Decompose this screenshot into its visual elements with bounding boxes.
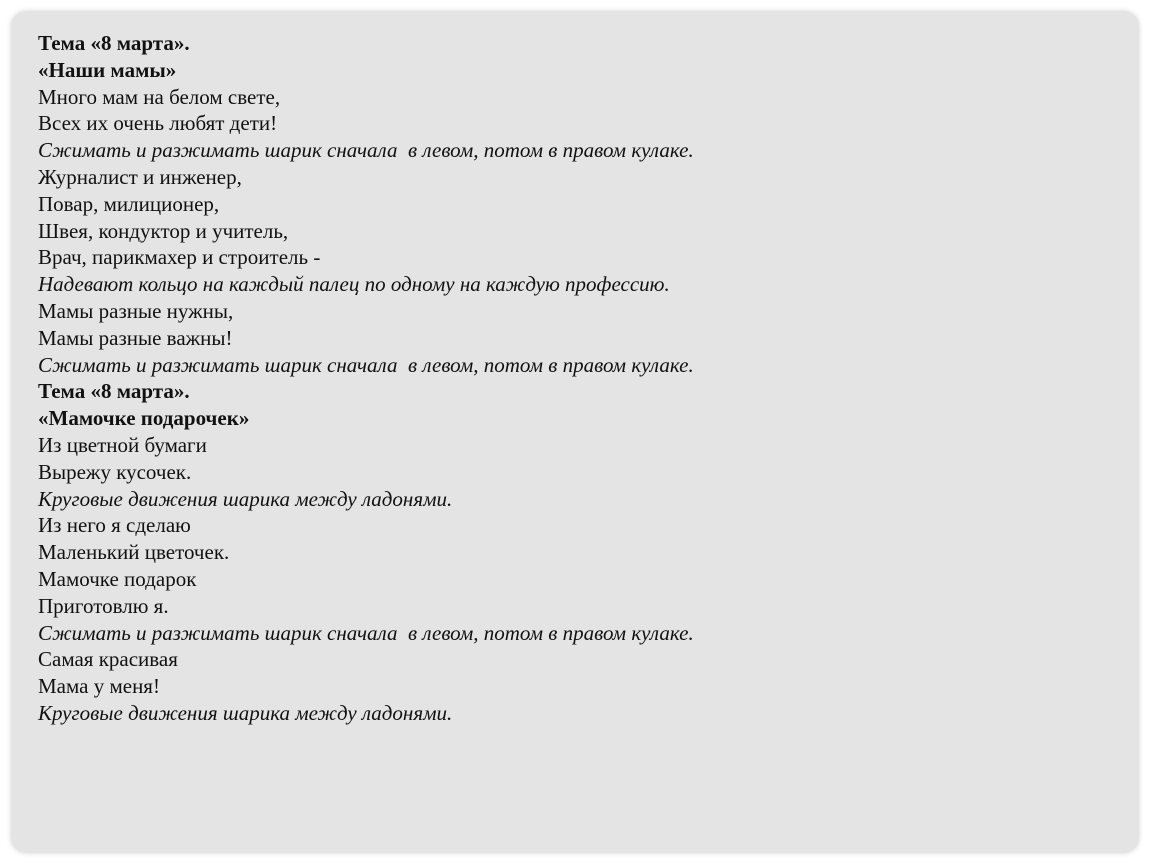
instruction-line: Надевают кольцо на каждый палец по одному на каждую профессию.	[38, 272, 670, 297]
verse-line: Вырежу кусочек.	[38, 459, 192, 484]
verse-line: Самая красивая	[38, 647, 178, 672]
verse-line: Мамы разные нужны,	[38, 298, 234, 323]
section1-title: «Наши мамы»	[38, 57, 177, 82]
verse-line: Мамы разные важны!	[38, 325, 233, 350]
instruction-line: Сжимать и разжимать шарик сначала в левом, потом в правом кулаке.	[38, 138, 694, 163]
instruction-line: Сжимать и разжимать шарик сначала в левом, потом в правом кулаке.	[38, 352, 694, 377]
verse-line: Повар, милиционер,	[38, 191, 220, 216]
verse-line: Много мам на белом свете,	[38, 84, 281, 109]
section2-title: «Мамочке подарочек»	[38, 406, 250, 431]
verse-line: Журналист и инженер,	[38, 164, 242, 189]
verse-line: Маленький цветочек.	[38, 540, 230, 565]
verse-line: Швея, кондуктор и учитель,	[38, 218, 289, 243]
verse-line: Всех их очень любят дети!	[38, 111, 278, 136]
instruction-line: Круговые движения шарика между ладонями.	[38, 700, 453, 725]
section1-topic: Тема «8 марта».	[38, 31, 190, 55]
slide	[12, 12, 1138, 852]
section2-topic: Тема «8 марта».	[38, 379, 190, 404]
verse-line: Врач, парикмахер и строитель -	[38, 245, 321, 270]
instruction-line: Круговые движения шарика между ладонями.	[38, 486, 453, 511]
verse-line: Мама у меня!	[38, 674, 160, 699]
poem-text	[38, 30, 1118, 727]
verse-line: Приготовлю я.	[38, 593, 169, 618]
verse-line: Из цветной бумаги	[38, 432, 207, 457]
verse-line: Из него я сделаю	[38, 513, 191, 538]
verse-line: Мамочке подарок	[38, 566, 197, 591]
instruction-line: Сжимать и разжимать шарик сначала в левом, потом в правом кулаке.	[38, 620, 694, 645]
